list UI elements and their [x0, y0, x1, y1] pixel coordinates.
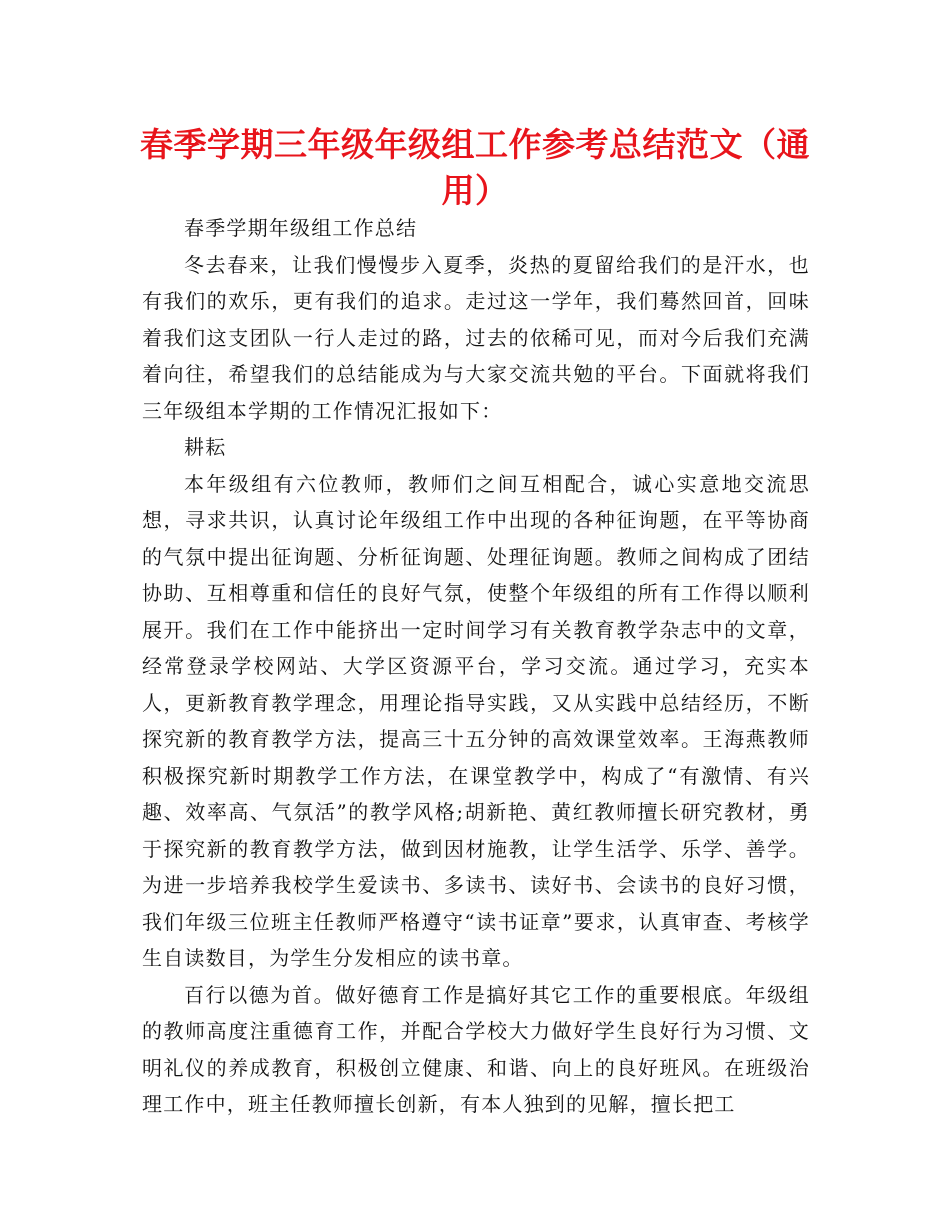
subtitle-paragraph: 春季学期年级组工作总结	[184, 216, 418, 240]
document-body	[142, 210, 810, 1123]
section-heading-paragraph: 耕耘	[184, 435, 227, 459]
document-title: 春季学期三年级年级组工作参考总结范文（通用）	[140, 125, 810, 210]
intro-paragraph: 冬去春来，让我们慢慢步入夏季，炎热的夏留给我们的是汗水，也有我们的欢乐，更有我们的追求。走过这一学年，我们蓦然回首，回味着我们这支团队一行人走过的路，过去的依稀可见，而对今后我们充满着向往，希望我们的总结能成为与大家交流共勉的平台。下面就将我们三年级组本学期的工作情况汇报如下：	[142, 252, 810, 423]
body-paragraph: 百行以德为首。做好德育工作是搞好其它工作的重要根底。年级组的教师高度注重德育工作，并配合学校大力做好学生良好行为习惯、文明礼仪的养成教育，积极创立健康、和谐、向上的良好班风。在班级治理工作中，班主任教师擅长创新，有本人独到的见解，擅长把工	[142, 982, 810, 1116]
body-paragraph: 本年级组有六位教师，教师们之间互相配合，诚心实意地交流思想，寻求共识，认真讨论年级组工作中出现的各种征询题，在平等协商的气氛中提出征询题、分析征询题、处理征询题。教师之间构成了团结协助、互相尊重和信任的良好气氛，使整个年级组的所有工作得以顺利展开。我们在工作中能挤出一定时间学习有关教育教学杂志中的文章，经常登录学校网站、大学区资源平台，学习交流。通过学习，充实本人，更新教育教学理念，用理论指导实践，又从实践中总结经历，不断探究新的教育教学方法，提高三十五分钟的高效课堂效率。王海燕教师积极探究新时期教学工作方法，在课堂教学中，构成了“有激情、有兴趣、效率高、气氛活”的教学风格;胡新艳、黄红教师擅长研究教材，勇于探究新的教育教学方法，做到因材施教，让学生活学、乐学、善学。为进一步培养我校学生爱读书、多读书、读好书、会读书的良好习惯，我们年级三位班主任教师严格遵守“读书证章”要求，认真审查、考核学生自读数目，为学生分发相应的读书章。	[142, 471, 810, 970]
